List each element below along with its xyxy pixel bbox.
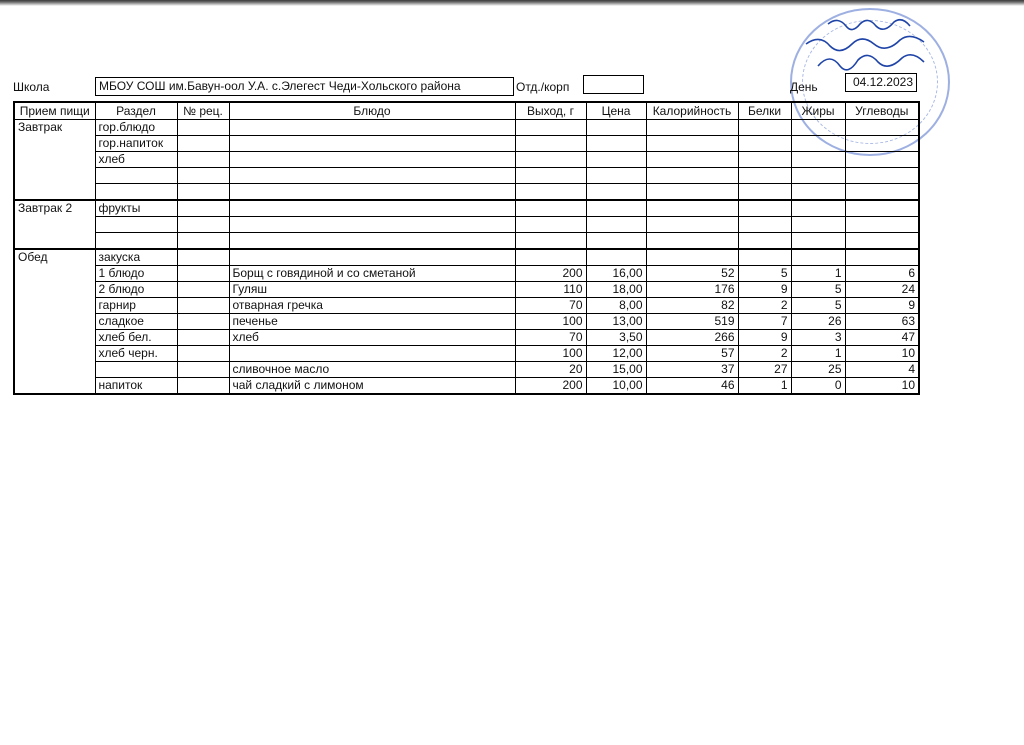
cell-calories (646, 152, 738, 168)
cell-protein: 2 (738, 298, 791, 314)
cell-protein (738, 136, 791, 152)
cell-section: хлеб бел. (95, 330, 177, 346)
table-row (14, 362, 919, 378)
cell-protein (738, 168, 791, 184)
cell-carbs (845, 217, 919, 233)
col-header-carbs: Углеводы (845, 102, 919, 120)
menu-table (13, 101, 920, 395)
cell-meal: Обед (14, 249, 95, 266)
cell-carbs: 9 (845, 298, 919, 314)
date-field[interactable]: 04.12.2023 (845, 73, 917, 92)
cell-meal: Завтрак (14, 120, 95, 136)
cell-calories: 52 (646, 266, 738, 282)
table-row (14, 200, 919, 217)
cell-carbs: 24 (845, 282, 919, 298)
cell-protein: 9 (738, 330, 791, 346)
cell-recipe-no (177, 282, 229, 298)
col-header-fat: Жиры (791, 102, 845, 120)
school-name-field[interactable]: МБОУ СОШ им.Бавун-оол У.А. с.Элегест Чеди-Хольского района (95, 77, 514, 96)
cell-calories (646, 249, 738, 266)
cell-fat (791, 136, 845, 152)
cell-meal (14, 346, 95, 362)
cell-price (586, 152, 646, 168)
cell-protein (738, 152, 791, 168)
table-row (14, 168, 919, 184)
cell-meal (14, 217, 95, 233)
table-row (14, 282, 919, 298)
cell-carbs (845, 184, 919, 201)
cell-recipe-no (177, 362, 229, 378)
table-row (14, 233, 919, 250)
cell-dish: отварная гречка (229, 298, 515, 314)
cell-recipe-no (177, 378, 229, 395)
cell-yield: 200 (515, 378, 586, 395)
cell-carbs (845, 200, 919, 217)
cell-price (586, 136, 646, 152)
cell-meal: Завтрак 2 (14, 200, 95, 217)
cell-meal (14, 168, 95, 184)
table-row (14, 378, 919, 395)
cell-protein: 5 (738, 266, 791, 282)
cell-calories: 57 (646, 346, 738, 362)
cell-yield (515, 200, 586, 217)
cell-dish: печенье (229, 314, 515, 330)
cell-dish: Гуляш (229, 282, 515, 298)
cell-yield: 70 (515, 330, 586, 346)
cell-yield (515, 184, 586, 201)
cell-calories (646, 136, 738, 152)
cell-meal (14, 152, 95, 168)
cell-dish (229, 136, 515, 152)
cell-meal (14, 184, 95, 201)
cell-meal (14, 298, 95, 314)
table-row (14, 152, 919, 168)
table-row (14, 120, 919, 136)
cell-fat: 1 (791, 266, 845, 282)
cell-recipe-no (177, 298, 229, 314)
cell-dish (229, 200, 515, 217)
cell-calories: 46 (646, 378, 738, 395)
cell-price (586, 200, 646, 217)
cell-carbs: 47 (845, 330, 919, 346)
cell-price (586, 249, 646, 266)
cell-recipe-no (177, 330, 229, 346)
cell-meal (14, 136, 95, 152)
table-row (14, 346, 919, 362)
cell-recipe-no (177, 249, 229, 266)
cell-carbs: 4 (845, 362, 919, 378)
cell-section: закуска (95, 249, 177, 266)
cell-meal (14, 378, 95, 395)
cell-recipe-no (177, 152, 229, 168)
cell-price: 3,50 (586, 330, 646, 346)
cell-yield (515, 120, 586, 136)
cell-section: 2 блюдо (95, 282, 177, 298)
cell-fat: 3 (791, 330, 845, 346)
cell-yield: 100 (515, 346, 586, 362)
cell-dish (229, 249, 515, 266)
cell-yield: 100 (515, 314, 586, 330)
cell-fat (791, 184, 845, 201)
cell-fat: 25 (791, 362, 845, 378)
cell-dish: Борщ с говядиной и со сметаной (229, 266, 515, 282)
cell-price: 8,00 (586, 298, 646, 314)
cell-dish: сливочное масло (229, 362, 515, 378)
cell-section: напиток (95, 378, 177, 395)
cell-calories: 82 (646, 298, 738, 314)
cell-section (95, 217, 177, 233)
cell-fat: 5 (791, 282, 845, 298)
cell-carbs: 10 (845, 378, 919, 395)
cell-fat (791, 200, 845, 217)
cell-section: гор.напиток (95, 136, 177, 152)
cell-carbs: 63 (845, 314, 919, 330)
cell-meal (14, 330, 95, 346)
cell-recipe-no (177, 168, 229, 184)
cell-fat: 0 (791, 378, 845, 395)
cell-calories (646, 168, 738, 184)
cell-calories (646, 217, 738, 233)
cell-protein (738, 249, 791, 266)
table-row (14, 330, 919, 346)
cell-dish: хлеб (229, 330, 515, 346)
cell-calories (646, 184, 738, 201)
cell-protein: 7 (738, 314, 791, 330)
cell-protein: 27 (738, 362, 791, 378)
cell-dish (229, 168, 515, 184)
cell-yield: 110 (515, 282, 586, 298)
cell-recipe-no (177, 184, 229, 201)
cell-fat (791, 249, 845, 266)
col-header-yield: Выход, г (515, 102, 586, 120)
cell-dish (229, 217, 515, 233)
cell-calories: 266 (646, 330, 738, 346)
table-header-row (14, 102, 919, 120)
cell-price: 15,00 (586, 362, 646, 378)
cell-price (586, 120, 646, 136)
dept-label: Отд./корп (516, 80, 570, 94)
table-row (14, 298, 919, 314)
col-header-calories: Калорийность (646, 102, 738, 120)
cell-recipe-no (177, 233, 229, 250)
dept-field[interactable] (583, 75, 644, 94)
table-row (14, 217, 919, 233)
cell-fat: 5 (791, 298, 845, 314)
cell-fat (791, 217, 845, 233)
cell-recipe-no (177, 314, 229, 330)
cell-section (95, 362, 177, 378)
cell-carbs (845, 152, 919, 168)
cell-price (586, 168, 646, 184)
cell-protein (738, 200, 791, 217)
cell-dish (229, 346, 515, 362)
col-header-protein: Белки (738, 102, 791, 120)
table-row (14, 184, 919, 201)
cell-price: 12,00 (586, 346, 646, 362)
cell-calories: 519 (646, 314, 738, 330)
cell-calories (646, 233, 738, 250)
cell-recipe-no (177, 200, 229, 217)
cell-protein (738, 233, 791, 250)
cell-recipe-no (177, 217, 229, 233)
cell-yield (515, 249, 586, 266)
cell-calories (646, 200, 738, 217)
table-row (14, 314, 919, 330)
cell-protein (738, 217, 791, 233)
cell-fat (791, 168, 845, 184)
handwritten-signature (798, 10, 948, 80)
cell-meal (14, 266, 95, 282)
col-header-price: Цена (586, 102, 646, 120)
cell-section: гор.блюдо (95, 120, 177, 136)
cell-protein (738, 184, 791, 201)
cell-calories (646, 120, 738, 136)
cell-fat: 26 (791, 314, 845, 330)
cell-carbs: 6 (845, 266, 919, 282)
cell-yield: 20 (515, 362, 586, 378)
table-row (14, 136, 919, 152)
cell-meal (14, 314, 95, 330)
cell-yield (515, 217, 586, 233)
cell-dish (229, 184, 515, 201)
cell-protein: 1 (738, 378, 791, 395)
cell-yield (515, 136, 586, 152)
cell-dish (229, 233, 515, 250)
cell-yield: 70 (515, 298, 586, 314)
cell-carbs (845, 120, 919, 136)
cell-price (586, 217, 646, 233)
cell-price: 16,00 (586, 266, 646, 282)
day-label: День (790, 80, 818, 94)
table-row (14, 249, 919, 266)
cell-protein: 2 (738, 346, 791, 362)
cell-section: фрукты (95, 200, 177, 217)
col-header-meal: Прием пищи (14, 102, 95, 120)
cell-recipe-no (177, 120, 229, 136)
cell-fat: 1 (791, 346, 845, 362)
cell-price (586, 184, 646, 201)
scan-edge (0, 0, 1024, 6)
cell-section (95, 184, 177, 201)
cell-yield (515, 168, 586, 184)
cell-calories: 37 (646, 362, 738, 378)
cell-dish (229, 152, 515, 168)
cell-protein: 9 (738, 282, 791, 298)
cell-section: сладкое (95, 314, 177, 330)
cell-price: 18,00 (586, 282, 646, 298)
cell-section (95, 168, 177, 184)
cell-section: 1 блюдо (95, 266, 177, 282)
cell-yield (515, 152, 586, 168)
cell-carbs (845, 233, 919, 250)
cell-meal (14, 233, 95, 250)
table-row (14, 266, 919, 282)
cell-carbs: 10 (845, 346, 919, 362)
cell-price: 10,00 (586, 378, 646, 395)
cell-fat (791, 120, 845, 136)
cell-section: хлеб черн. (95, 346, 177, 362)
cell-carbs (845, 249, 919, 266)
cell-yield: 200 (515, 266, 586, 282)
cell-price (586, 233, 646, 250)
col-header-dish: Блюдо (229, 102, 515, 120)
cell-recipe-no (177, 346, 229, 362)
cell-protein (738, 120, 791, 136)
cell-meal (14, 282, 95, 298)
cell-recipe-no (177, 136, 229, 152)
col-header-section: Раздел (95, 102, 177, 120)
cell-calories: 176 (646, 282, 738, 298)
cell-price: 13,00 (586, 314, 646, 330)
cell-section: хлеб (95, 152, 177, 168)
cell-fat (791, 233, 845, 250)
col-header-recipe-no: № рец. (177, 102, 229, 120)
school-label: Школа (13, 80, 50, 94)
cell-carbs (845, 168, 919, 184)
cell-dish: чай сладкий с лимоном (229, 378, 515, 395)
cell-fat (791, 152, 845, 168)
cell-carbs (845, 136, 919, 152)
cell-section (95, 233, 177, 250)
cell-recipe-no (177, 266, 229, 282)
cell-yield (515, 233, 586, 250)
cell-section: гарнир (95, 298, 177, 314)
cell-dish (229, 120, 515, 136)
cell-meal (14, 362, 95, 378)
